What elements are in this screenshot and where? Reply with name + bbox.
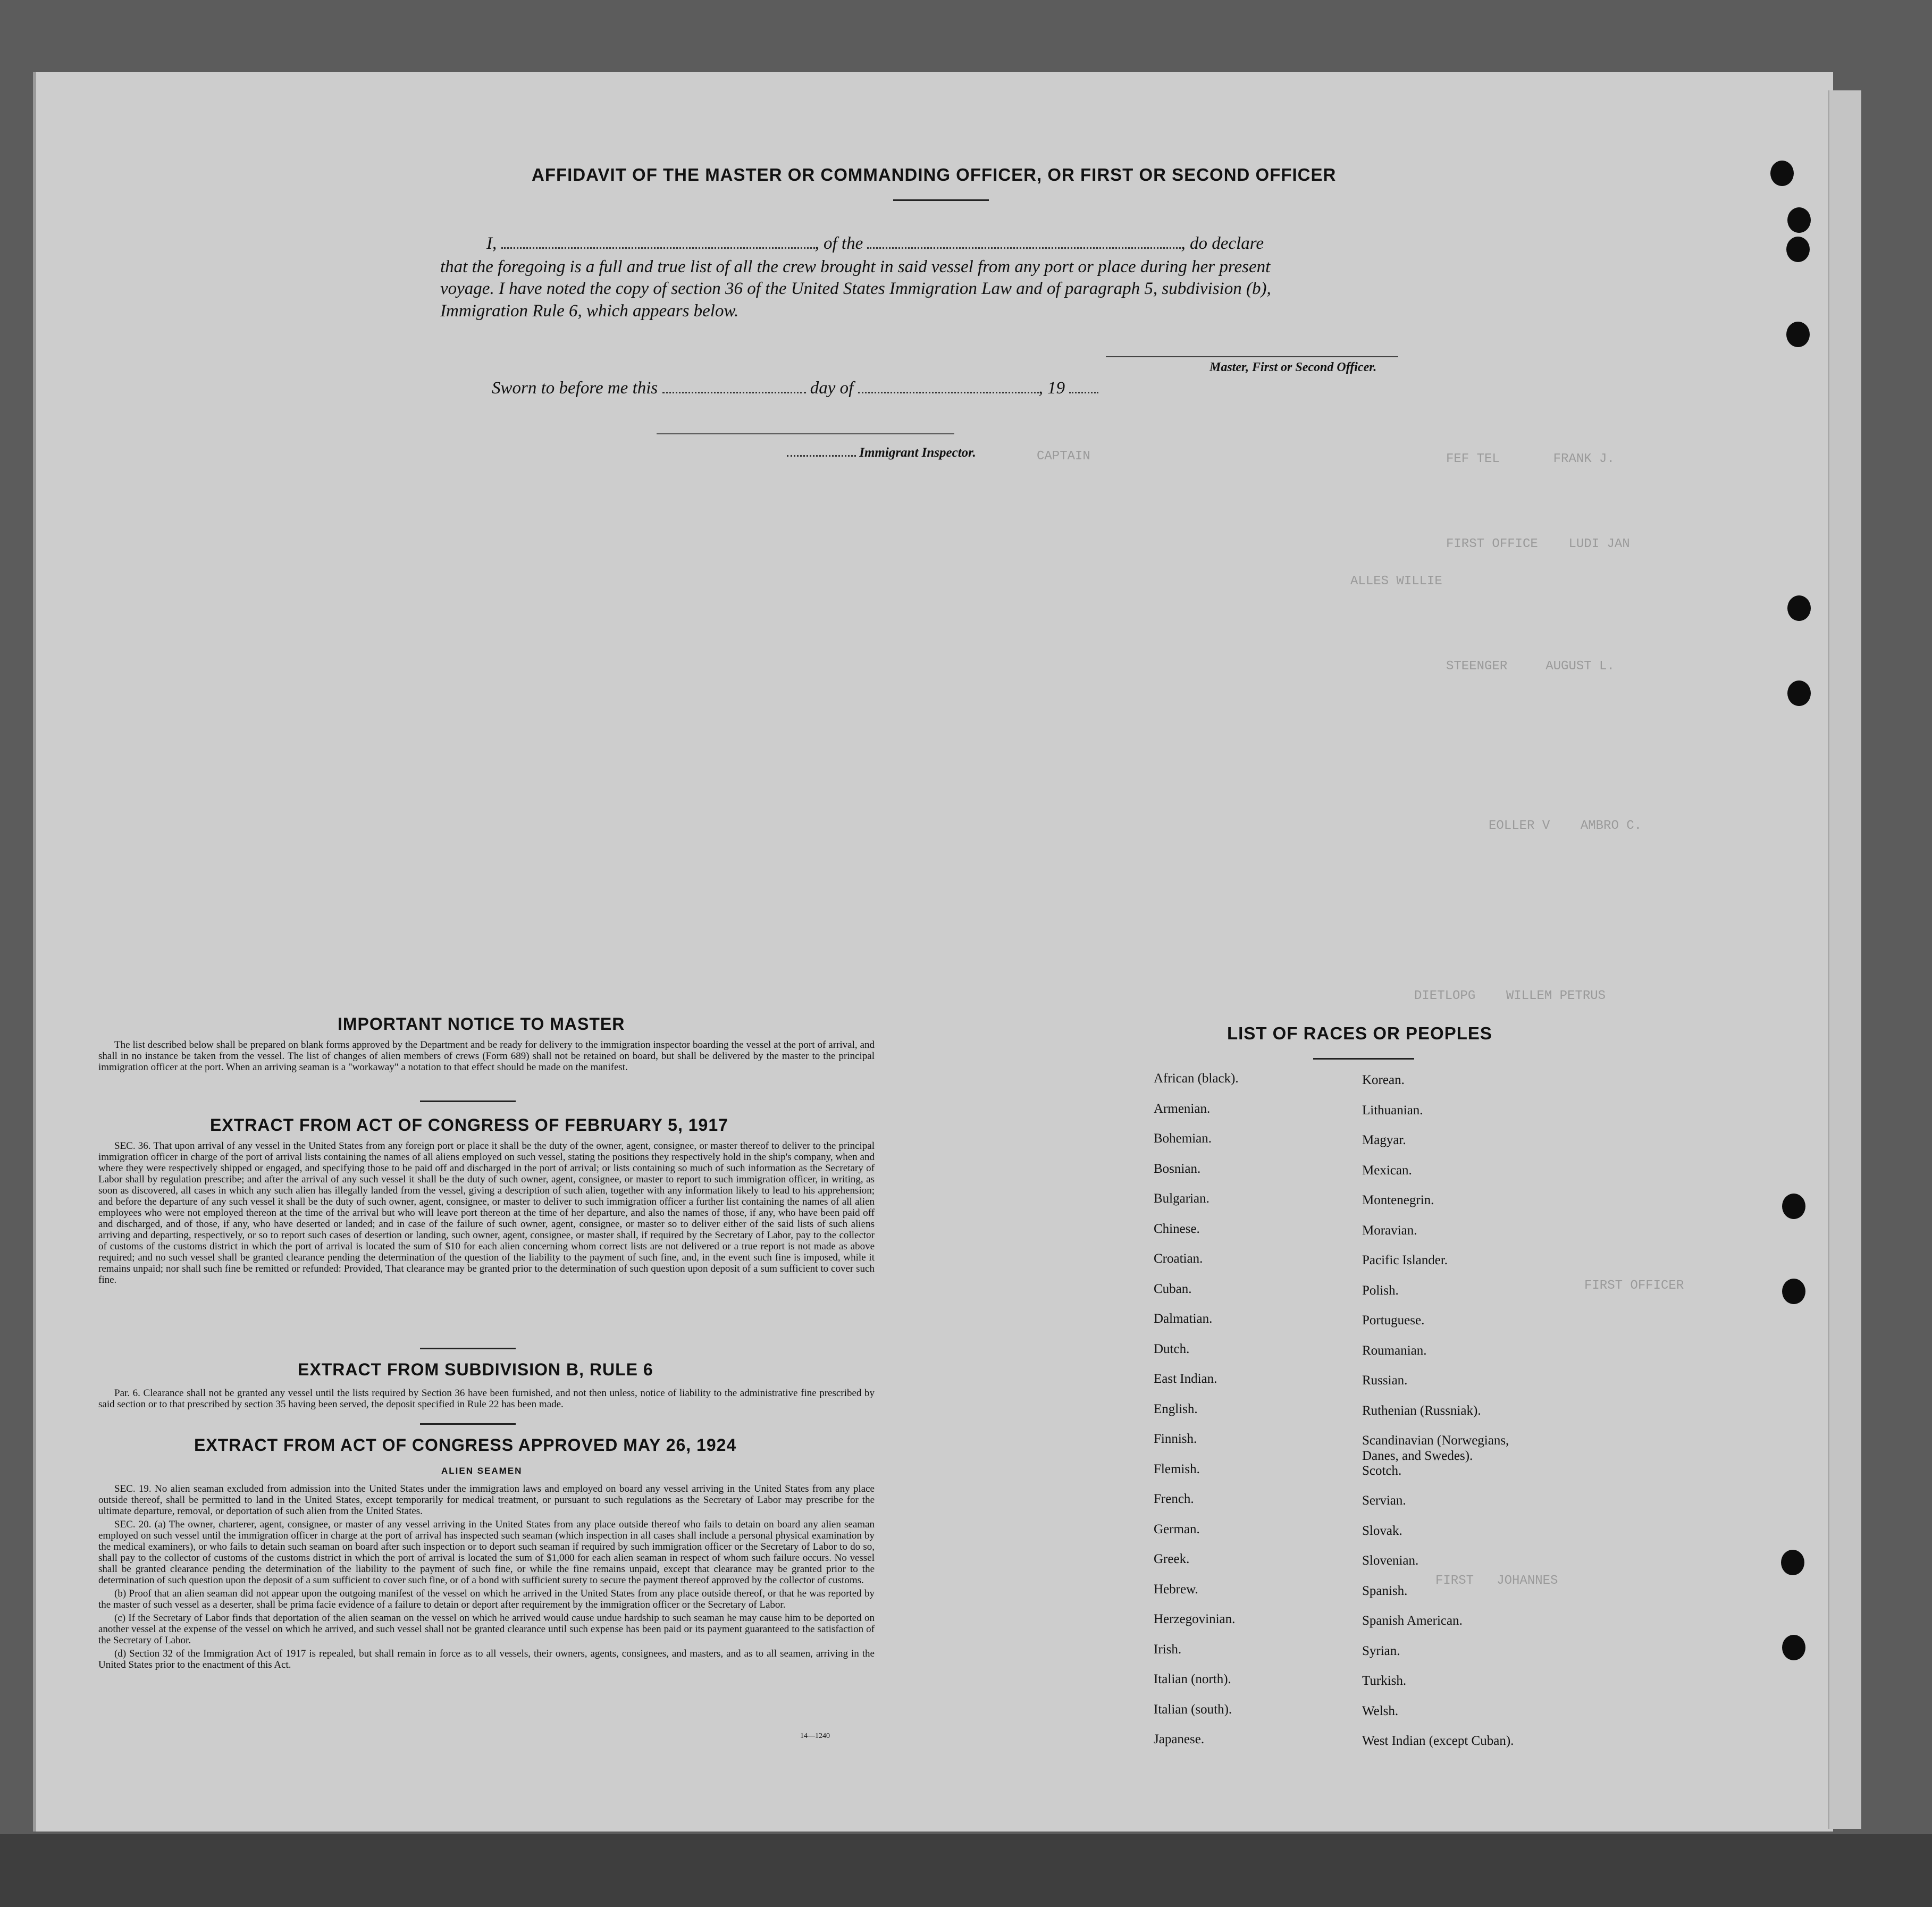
sworn-day-blank[interactable] [662,392,806,393]
extract-rule6-title: EXTRACT FROM SUBDIVISION B, RULE 6 [298,1360,653,1379]
scan-bottom-band [0,1834,1932,1907]
bleed-through-text: ALLES WILLIE [1350,574,1442,589]
race-item: Flemish. [1154,1461,1200,1476]
race-item: Bosnian. [1154,1161,1201,1176]
sworn-day-of: day of [810,379,854,398]
extract-rule6-body [98,1388,875,1412]
extract-1924-sec20d: (d) Section 32 of the Immigration Act of 1917 is repealed, but shall remain in force as to all vessels, their owners, agents, consignees, and masters, and as to all seamen, arriving in the United States prior to the enactment of this Act. [98,1648,875,1670]
race-item: Spanish American. [1362,1614,1463,1628]
bleed-through-text: FIRST JOHANNES [1435,1574,1558,1588]
inspector-signature-line[interactable] [657,433,954,434]
extract-1917-body [98,1140,875,1288]
master-signature-line[interactable] [1106,356,1398,357]
race-item: French. [1154,1492,1194,1506]
race-item: Montenegrin. [1362,1193,1434,1207]
race-item: Spanish. [1362,1583,1408,1598]
races-title: LIST OF RACES OR PEOPLES [1227,1023,1492,1043]
race-item: Finnish. [1154,1432,1197,1446]
affidavit-declare-label: , do declare [1181,234,1264,253]
race-item: Magyar. [1362,1133,1406,1147]
punch-hole-icon [1781,1550,1804,1575]
inspector-line [787,446,976,460]
extract-1917-title: EXTRACT FROM ACT OF CONGRESS OF FEBRUARY 5, 1917 [210,1115,728,1135]
race-item: German. [1154,1522,1200,1536]
extract-1924-sec20a: SEC. 20. (a) The owner, charterer, agent, consignee, or master of any vessel arriving in the United States from any place outside thereof who fails to detain on board any alien seaman employed on such vessel until the immigration officer in charge at the port of arrival has inspected such seaman (which inspection in all cases shall include a personal physical examination by the medical examiners), or who fails to detain such seaman on board after such inspection or to deport such seaman if required by such immigration officer or the Secretary of Labor to do so, shall pay to the collector of customs of the customs district in which the port of arrival is located the sum of $1,000 for each alien seaman in respect of whom such failure occurs. No vessel shall be granted clearance pending the determination of the liability to the payment of such fine, or while the fine remains unpaid, except that clearance may be granted prior to the determination of such question upon the deposit of a sum sufficient to cover such fine, or of a bond with sufficient surety to secure the payment thereof approved by the collector of customs. [98,1519,875,1586]
affidavit-line-2: that the foregoing is a full and true list of all the crew brought in said vessel from any port or place during her present [440,257,1271,276]
race-item: Korean. [1362,1073,1405,1087]
name-blank[interactable] [501,247,815,249]
race-item: Syrian. [1362,1643,1400,1658]
punch-hole-icon [1786,237,1810,262]
punch-hole-icon [1787,681,1811,706]
sworn-year: , 19 [1038,379,1065,398]
affidavit-i-label: I, [486,234,497,253]
punch-hole-icon [1770,161,1794,186]
race-item: Italian (south). [1154,1702,1232,1717]
notice-paragraph: The list described below shall be prepared on blank forms approved by the Department and be ready for delivery to the immigration inspector boarding the vessel at the port of arrival, and shall in no instance be taken from the vessel. The list of changes of alien members of crews (Form 689) shall not be retained on board, but shall be delivered by the master to the principal immigration officer at the port. When an arriving seaman is a "workaway" a notation to that effect should be made on the manifest. [98,1039,875,1073]
race-item: Slovenian. [1362,1553,1419,1568]
punch-hole-icon [1787,207,1811,233]
extract-1924-title: EXTRACT FROM ACT OF CONGRESS APPROVED MAY 26, 1924 [194,1435,737,1455]
race-item: Roumanian. [1362,1343,1427,1358]
punch-hole-icon [1782,1635,1805,1660]
punch-hole-icon [1786,322,1810,347]
affidavit-declaration-line [486,234,1264,254]
race-item: Irish. [1154,1642,1182,1657]
affidavit-line-3: voyage. I have noted the copy of section 36 of the United States Immigration Law and of paragraph 5, subdivision (b), [440,279,1271,298]
punch-hole-icon [1782,1194,1805,1219]
extract-1917-paragraph: SEC. 36. That upon arrival of any vessel in the United States from any foreign port or place it shall be the duty of the owner, agent, consignee, or master thereof to deliver to the principal immigration officer in charge of the port of arrival lists containing the names of all aliens employed on such vessel, stating the positions they respectively hold in the ship's company, when and where they were respectively shipped or engaged, and specifying those to be paid off and discharged in the port of arrival; or lists containing so much of such information as the Secretary of Labor shall by regulation prescribe; and after the arrival of any such vessel it shall be the duty of such owner, agent, consignee, or master to report to such immigration officer, in writing, as soon as discovered, all cases in which any such alien has illegally landed from the vessel, giving a description of such alien, together with any information likely to lead to his apprehension; and before the departure of any such vessel it shall be the duty of such owner, agent, consignee, or master to deliver to such immigration officer a further list containing the names of all alien employees who were not employed thereon at the time of the arrival but who will leave port thereon at the time of her departure, and also the names of those, if any, who have been paid off and discharged, and of those, if any, who have deserted or landed; and in case of the failure of such owner, agent, consignee, or master so to deliver either of the said lists of such aliens arriving and departing, respectively, or so to report such cases of desertion or landing, such owner, agent, consignee, or master shall, if required by the Secretary of Labor, pay to the collector of customs of the customs district in which the port of arrival is located the sum of $10 for each alien concerning whom correct lists are not delivered or a true report is not made as above required; and no such vessel shall be granted clearance pending the determination of the question of the liability to the payment of such fine, and, in the event such fine is imposed, while it remains unpaid; nor shall such fine be remitted or refunded: Provided, That clearance may be granted prior to the determination of such question upon deposit of a sum sufficient to cover such fine. [98,1140,875,1286]
race-item: Cuban. [1154,1281,1192,1296]
sworn-line [492,379,1098,398]
extract-1924-subtitle: ALIEN SEAMEN [441,1466,523,1476]
race-item: Scandinavian (Norwegians, [1362,1433,1509,1448]
race-item: African (black). [1154,1071,1239,1086]
divider [1313,1058,1414,1060]
vessel-blank[interactable] [867,247,1181,249]
race-item: Bohemian. [1154,1131,1212,1146]
bleed-through-text: DIETLOPG WILLEM PETRUS [1414,989,1606,1003]
race-item: Scotch. [1362,1463,1402,1478]
notice-title: IMPORTANT NOTICE TO MASTER [338,1014,625,1034]
race-item: Pacific Islander. [1362,1253,1448,1267]
notice-body [98,1039,875,1075]
race-item: Slovak. [1362,1523,1402,1538]
race-item: Servian. [1362,1493,1406,1508]
bleed-through-text: STEENGER AUGUST L. [1446,659,1615,674]
divider [893,199,989,201]
extract-1924-sec19: SEC. 19. No alien seaman excluded from admission into the United States under the immigration laws and employed on board any vessel arriving in the United States from any place outside thereof, shall be permitted to land in the United States, except temporarily for medical treatment, or pursuant to such regulations as the Secretary of Labor may prescribe for the ultimate departure, removal, or deportation of such alien from the United States. [98,1483,875,1517]
race-item: Mexican. [1362,1163,1412,1178]
race-item: Welsh. [1362,1703,1399,1718]
affidavit-line-4: Immigration Rule 6, which appears below. [440,301,739,321]
race-item: Bulgarian. [1154,1191,1209,1206]
affidavit-title: AFFIDAVIT OF THE MASTER OR COMMANDING OFFICER, OR FIRST OR SECOND OFFICER [532,165,1337,184]
race-item: Turkish. [1362,1674,1407,1688]
race-item: English. [1154,1401,1198,1416]
race-item: Ruthenian (Russniak). [1362,1403,1481,1418]
master-signature-label: Master, First or Second Officer. [1209,360,1377,374]
inspector-blank[interactable] [787,455,856,457]
race-item: Russian. [1362,1373,1408,1388]
divider [420,1100,516,1102]
punch-hole-icon [1787,595,1811,621]
race-item: Lithuanian. [1362,1103,1423,1118]
race-item: Dalmatian. [1154,1312,1213,1326]
race-item: West Indian (except Cuban). [1362,1734,1514,1748]
page-edge [1828,90,1861,1829]
bleed-through-text: FIRST OFFICE LUDI JAN [1446,537,1630,551]
affidavit-of-the-label: , of the [814,234,863,253]
bleed-through-text: EOLLER V AMBRO C. [1489,819,1642,833]
race-item: Moravian. [1362,1223,1417,1238]
sworn-month-blank[interactable] [858,392,1039,393]
bleed-through-text: FIRST OFFICER [1584,1279,1684,1293]
race-item: Italian (north). [1154,1672,1231,1686]
form-number: 14—1240 [800,1732,830,1740]
inspector-label: Immigrant Inspector. [859,446,976,460]
extract-rule6-paragraph: Par. 6. Clearance shall not be granted any vessel until the lists required by Section 36 have been furnished, and not then unless, notice of liability to the administrative fine prescribed by said section or to that prescribed by section 35 having been served, the deposit specified in Rule 22 has been made. [98,1388,875,1410]
extract-1924-body [98,1483,875,1673]
race-item: Polish. [1362,1283,1399,1298]
extract-1924-sec20b: (b) Proof that an alien seaman did not appear upon the outgoing manifest of the vessel on which he arrived in the United States from any place outside thereof, or that he was reported by the master of such vessel as a deserter, shall be prima facie evidence of a failure to detain or deport after requirement by the immigration officer or the Secretary of Labor. [98,1588,875,1610]
sworn-year-blank[interactable] [1069,392,1098,393]
divider [420,1423,516,1425]
sworn-prefix: Sworn to before me this [492,379,658,398]
extract-1924-sec20c: (c) If the Secretary of Labor finds that deportation of the alien seaman on the vessel on which he arrived would cause undue hardship to such seaman he may cause him to be deported on another vessel at the expense of the vessel on which he arrived, and such vessel shall not be granted clearance until such expense has been paid or its payment guaranteed to the satisfaction of the Secretary of Labor. [98,1612,875,1646]
divider [420,1348,516,1349]
race-item: Hebrew. [1154,1582,1198,1597]
bleed-through-text: CAPTAIN [1037,449,1090,464]
race-item: Dutch. [1154,1341,1190,1356]
race-item: Japanese. [1154,1732,1205,1746]
race-item: Greek. [1154,1552,1190,1566]
race-item: Croatian. [1154,1251,1203,1266]
race-item: Armenian. [1154,1101,1211,1116]
race-item: Portuguese. [1362,1313,1425,1328]
race-item: Herzegovinian. [1154,1612,1236,1626]
race-item: Danes, and Swedes). [1362,1448,1473,1463]
race-item: Chinese. [1154,1221,1200,1236]
bleed-through-text: FEF TEL FRANK J. [1446,452,1615,466]
race-item: East Indian. [1154,1372,1217,1386]
punch-hole-icon [1782,1279,1805,1304]
